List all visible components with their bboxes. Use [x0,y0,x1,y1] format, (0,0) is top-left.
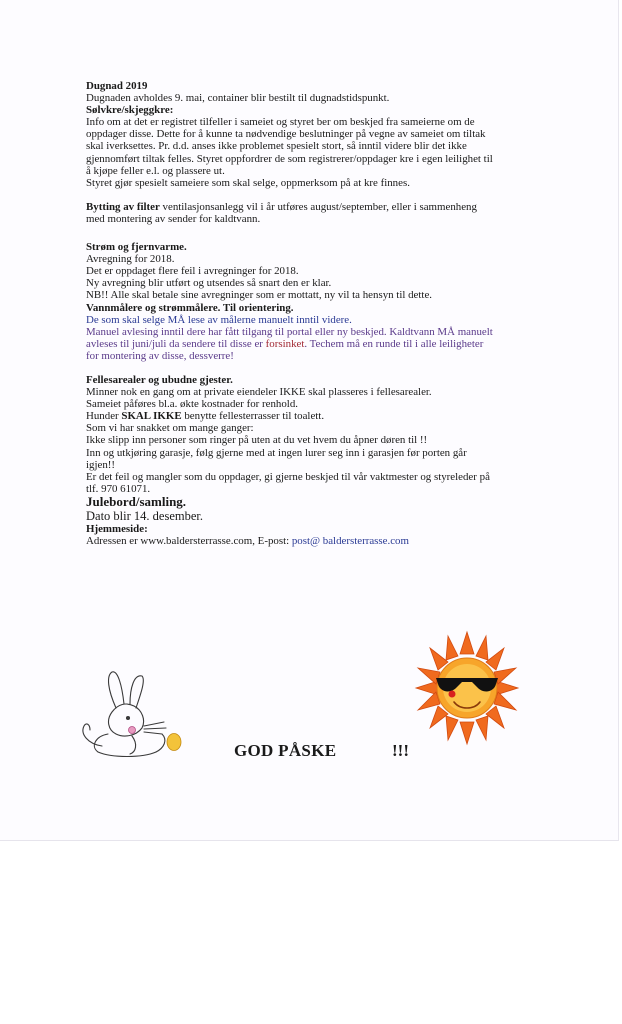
filter-text: ventilasjonsanlegg vil i år utføres august/september, eller i sammenheng [159,200,477,213]
felles-text: benytte fellesterrasser til toalett. [181,410,325,423]
vann-heading: Vannmålere og strømmålere. Til orientering. [86,301,294,314]
hjemmeside-address: Adressen er www.baldersterrasse.com, E-post: [86,535,292,547]
solvkre-line: å kjøpe feller e.l. og plassere ut. [86,164,225,177]
solvkre-line: Styret gjør spesielt sameiere som skal selge, oppmerksom på at kre finnes. [86,176,410,189]
vann-text: avleses til juni/juli da sendere til disse er [86,337,266,350]
sun-sunglasses-icon [414,630,520,746]
felles-line: Som vi har snakket om mange ganger: [86,422,254,435]
document-body [86,80,566,547]
vann-line [86,338,566,350]
felles-heading: Fellesarealer og ubudne gjester. [86,373,233,386]
easter-bunny-icon [72,664,192,760]
solvkre-line: Info om at det er registret tilfeller i sameiet og styret ber om beskjed fra sameierne om de [86,116,475,129]
felles-line: Er det feil og mangler som du oppdager, gi gjerne beskjed til vår vaktmester og styreleder på [86,470,490,483]
felles-line: Ikke slipp inn personer som ringer på uten at du vet hvem du åpner døren til !! [86,434,428,447]
solvkre-line: skal iverksettes. Pr. d.d. anses ikke problemet spesielt stort, så inntil videre blir det ikke [86,140,467,153]
strom-line: Avregning for 2018. [86,253,175,266]
vann-delayed-text: forsinket [265,337,305,350]
vann-line: for montering av disse, dessverre! [86,349,234,362]
strom-line: Ny avregning blir utført og utsendes så snart den er klar. [86,277,332,290]
strom-line: NB!! Alle skal betale sine avregninger som er mottatt, ny vil ta hensyn til dette. [86,289,432,302]
felles-line [86,410,566,422]
julebord-text: Dato blir 14. desember. [86,508,203,523]
felles-line: Sameiet påføres bl.a. økte kostnader for renhold. [86,398,298,411]
filter-line: med montering av sender for kaldtvann. [86,212,261,225]
solvkre-line: oppdager disse. Dette for å kunne ta nødvendige beslutninger på vegne av sameiet om tiltak [86,128,486,141]
greeting-exclamation: !!! [392,741,409,760]
felles-line: igjen!! [86,458,116,471]
hjemmeside-text [86,535,566,547]
felles-emphasis: SKAL IKKE [121,410,182,423]
solvkre-heading: Sølvkre/skjeggkre: [86,104,174,117]
vann-line: Manuel avlesing inntil dere har fått tilgang til portal eller ny beskjed. Kaldtvann MÅ manuelt [86,325,493,338]
spacer [86,189,566,201]
solvkre-line: gjennomført tiltak felles. Styret oppfordrer de som registrerer/oppdager kre i egen leilighet til [86,152,493,165]
julebord-heading: Julebord/samling. [86,493,187,509]
vann-text: . Techem må en runde til i alle leiligheter [304,337,484,350]
filter-paragraph [86,201,566,213]
strom-heading: Strøm og fjernvarme. [86,241,187,254]
hjemmeside-heading: Hjemmeside: [86,522,148,535]
felles-line: Inn og utkjøring garasje, følg gjerne med at ingen lurer seg inn i garasjen før porten går [86,446,467,459]
filter-heading: Bytting av filter [86,200,160,213]
felles-text: Hunder [86,410,122,423]
easter-greeting: GOD PÅSKE [234,741,337,760]
felles-line: Minner nok en gang om at private eiendeler IKKE skal plasseres i fellesarealer. [86,386,432,399]
strom-line: Det er oppdaget flere feil i avregninger for 2018. [86,265,299,278]
dugnad-heading: Dugnad 2019 [86,80,148,92]
felles-line: tlf. 970 61071. [86,482,151,495]
email-link[interactable]: post@ baldersterrasse.com [291,535,409,547]
vann-line: De som skal selge MÅ lese av målerne manuelt inntil videre. [86,313,352,326]
dugnad-text: Dugnaden avholdes 9. mai, container blir bestilt til dugnadstidspunkt. [86,92,390,105]
spacer [86,362,566,374]
spacer [86,225,566,237]
